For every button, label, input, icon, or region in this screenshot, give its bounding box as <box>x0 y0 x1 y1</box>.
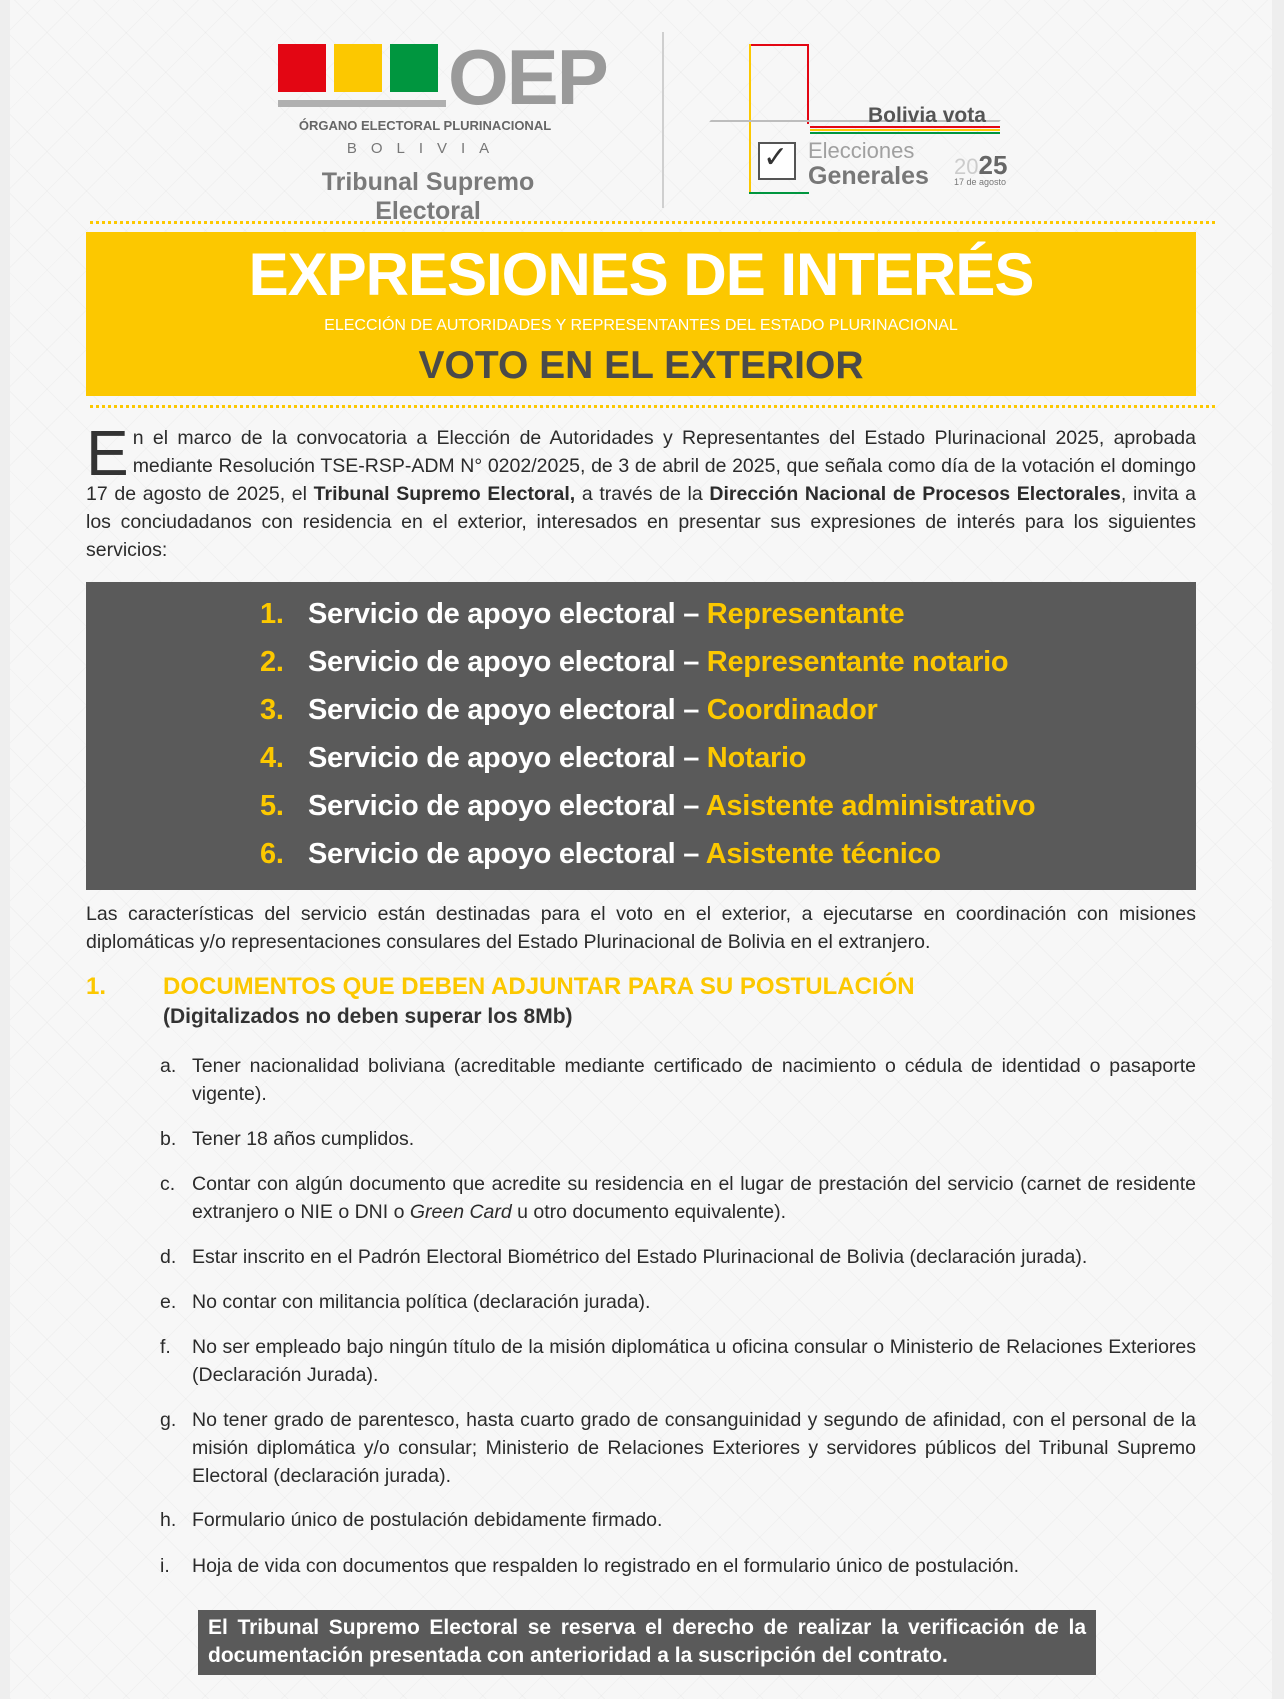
service-item <box>260 790 1035 823</box>
service-number: 2. <box>260 646 284 678</box>
requirement-text-after: u otro documento equivalente). <box>511 1201 786 1223</box>
requirement-text: No ser empleado bajo ningún título de la misión diplomática u oficina consular o Ministerio de Relaciones Exteriores (Declaración Jurada). <box>192 1336 1196 1386</box>
campaign-date: 17 de agosto <box>954 177 1007 187</box>
service-number: 6. <box>260 838 284 870</box>
requirement-item <box>160 1333 1196 1389</box>
requirement-item <box>160 1052 1196 1108</box>
service-prefix: Servicio de apoyo electoral – <box>308 598 707 630</box>
service-number: 1. <box>260 598 284 630</box>
requirement-letter: h. <box>160 1509 177 1531</box>
service-number: 5. <box>260 790 284 822</box>
country-name: BOLIVIA <box>346 140 504 157</box>
service-prefix: Servicio de apoyo electoral – <box>308 694 707 726</box>
requirement-text <box>192 1170 1196 1226</box>
campaign-tagline: Bolivia vota <box>868 104 986 127</box>
requirement-item <box>160 1170 1196 1226</box>
requirement-text: No contar con militancia política (declaración jurada). <box>192 1291 651 1313</box>
tribunal-name: Tribunal Supremo Electoral <box>321 168 535 225</box>
requirement-text-italic: Green Card <box>409 1201 512 1223</box>
service-item <box>260 694 877 727</box>
requirement-text: Hoja de vida con documentos que respalden lo registrado en el formulario único de postulación. <box>192 1555 1020 1577</box>
intro-text-3: , invita a los conciudadanos con residencia en el exterior, interesados en presentar sus expresiones de interés para los siguientes servicios: <box>86 483 1196 561</box>
requirement-item <box>160 1288 1196 1316</box>
drop-cap: E <box>86 417 129 489</box>
service-item <box>260 598 904 631</box>
organization-name: ÓRGANO ELECTORAL PLURINACIONAL <box>298 118 552 133</box>
service-role: Representante notario <box>706 646 1009 678</box>
logo-yellow-square <box>334 44 382 92</box>
oep-logo <box>278 33 638 225</box>
service-item <box>260 838 941 871</box>
elections-logo <box>700 44 1020 204</box>
requirement-letter: a. <box>160 1055 177 1077</box>
frame-left <box>749 44 751 194</box>
section-number: 1. <box>86 973 107 1000</box>
service-number: 3. <box>260 694 284 726</box>
logo-bar <box>278 100 446 107</box>
intro-paragraph <box>86 417 1196 564</box>
logo-red-square <box>278 44 326 92</box>
service-prefix: Servicio de apoyo electoral – <box>308 838 706 870</box>
campaign-line-1: Elecciones <box>808 138 915 163</box>
service-prefix: Servicio de apoyo electoral – <box>308 790 706 822</box>
requirement-item <box>160 1406 1196 1490</box>
requirement-text-before: Contar con algún documento que acredite su residencia en el lugar de prestación del servicio (carnet de residente extranjero o NIE o DNI o <box>192 1173 1196 1223</box>
title-banner <box>86 232 1196 396</box>
requirement-text: No tener grado de parentesco, hasta cuarto grado de consanguinidad y segundo de afinidad, con el personal de la misión diplomática y/o consular; Ministerio de Relaciones Exteriores y servidores públicos del Tribunal Supremo Electoral (declaración jurada). <box>192 1409 1196 1487</box>
requirement-text: Estar inscrito en el Padrón Electoral Biométrico del Estado Plurinacional de Bolivia (declaración jurada). <box>192 1246 1088 1268</box>
requirement-letter: e. <box>160 1291 177 1313</box>
dotted-divider-top <box>90 221 1215 224</box>
campaign-line-2: Generales <box>808 162 929 190</box>
characteristics-paragraph: Las características del servicio están destinadas para el voto en el exterior, a ejecutarse en coordinación con misiones diplomáticas y/o representaciones consulares del Estado Plurinacional de Bolivia en el extranjero. <box>86 903 1196 953</box>
header <box>10 0 1272 225</box>
service-role: Asistente técnico <box>705 838 941 870</box>
service-prefix: Servicio de apoyo electoral – <box>308 742 707 774</box>
ballot-check-icon <box>758 142 796 180</box>
page-title: EXPRESIONES DE INTERÉS <box>248 241 1034 308</box>
service-item <box>260 742 806 775</box>
logo-stripe-green <box>810 132 1000 134</box>
logo-green-square <box>390 44 438 92</box>
requirement-text: Formulario único de postulación debidamente firmado. <box>192 1509 663 1531</box>
document-page <box>10 0 1272 1699</box>
header-divider <box>662 32 664 208</box>
requirement-item <box>160 1243 1196 1271</box>
dotted-divider-bottom <box>90 405 1215 408</box>
section-subtitle: (Digitalizados no deben superar los 8Mb) <box>163 1005 573 1028</box>
requirement-letter: b. <box>160 1128 177 1150</box>
requirement-letter: d. <box>160 1246 177 1268</box>
service-prefix: Servicio de apoyo electoral – <box>308 646 707 678</box>
service-role: Coordinador <box>706 694 878 726</box>
year-prefix: 20 <box>954 154 979 179</box>
section-title: DOCUMENTOS QUE DEBEN ADJUNTAR PARA SU POSTULACIÓN <box>163 973 915 1000</box>
page-heading-voto: VOTO EN EL EXTERIOR <box>418 344 864 387</box>
frame-top <box>749 44 809 46</box>
page-subtitle: ELECCIÓN DE AUTORIDADES Y REPRESENTANTES DEL ESTADO PLURINACIONAL <box>324 317 958 334</box>
check-icon: ✓ <box>763 141 789 174</box>
requirement-letter: f. <box>160 1336 171 1358</box>
service-role: Representante <box>706 598 905 630</box>
intro-bold-2: Dirección Nacional de Procesos Electorales <box>709 483 1121 505</box>
requirement-item <box>160 1506 1196 1534</box>
service-item <box>260 646 1008 679</box>
service-role: Notario <box>706 742 807 774</box>
intro-bold-1: Tribunal Supremo Electoral, <box>313 483 576 505</box>
verification-note: El Tribunal Supremo Electoral se reserva el derecho de realizar la verificación de la documentación presentada con anterioridad a la suscripción del contrato. <box>198 1610 1096 1675</box>
intro-text-2: a través de la <box>575 483 710 505</box>
frame-bottom <box>749 192 809 194</box>
frame-right <box>807 44 809 124</box>
requirement-text: Tener nacionalidad boliviana (acreditable mediante certificado de nacimiento o cédula de identidad o pasaporte vigente). <box>192 1055 1196 1105</box>
services-list <box>86 582 1196 890</box>
requirement-letter: g. <box>160 1409 177 1431</box>
requirement-item <box>160 1125 1196 1153</box>
requirement-item <box>160 1552 1196 1580</box>
service-number: 4. <box>260 742 284 774</box>
intro-text-1: n el marco de la convocatoria a Elección de Autoridades y Representantes del Estado Plurinacional 2025, aprobada mediante Resolución TSE-RSP-ADM N° 0202/2025, de 3 de abril de 2025, que señala como día de la votación el domingo 17 de agosto de 2025, el <box>86 427 1196 505</box>
service-role: Asistente administrativo <box>705 790 1036 822</box>
requirement-text: Tener 18 años cumplidos. <box>192 1128 415 1150</box>
oep-logo-text: OEP <box>448 33 607 121</box>
year-suffix: 25 <box>978 150 1008 180</box>
logo-stripe-yellow <box>810 129 1000 131</box>
requirement-letter: i. <box>160 1555 170 1577</box>
requirement-letter: c. <box>160 1173 176 1195</box>
